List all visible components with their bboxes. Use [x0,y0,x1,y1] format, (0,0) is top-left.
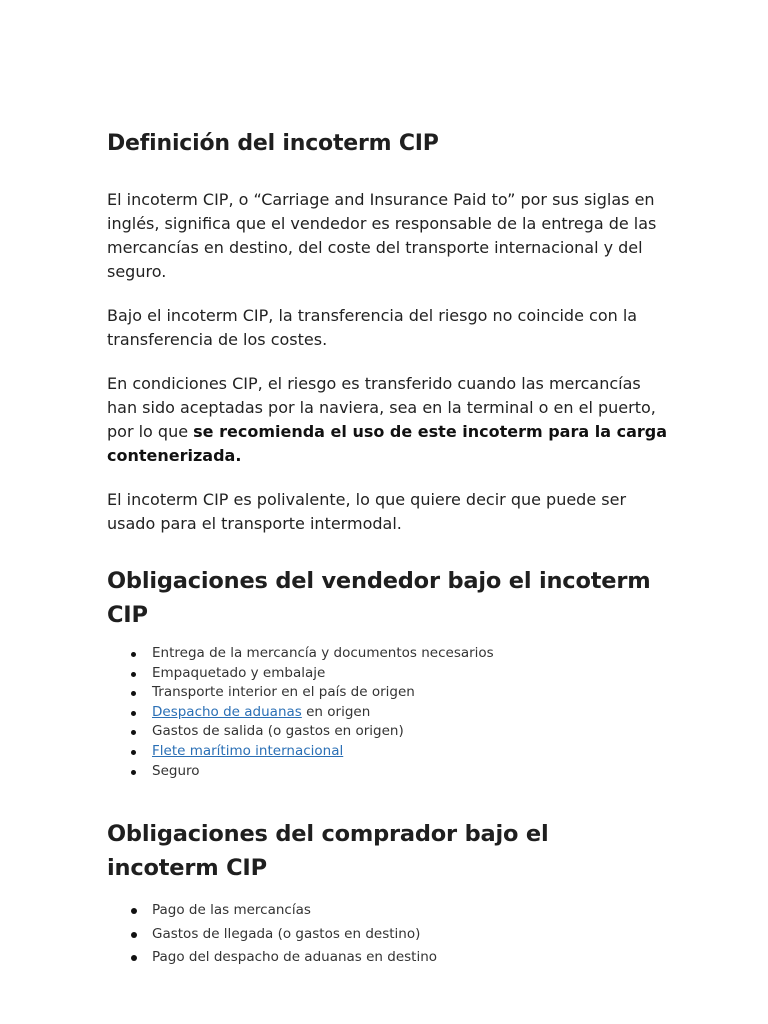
list-item-text: Gastos de salida (o gastos en origen) [152,723,404,740]
list-item-text: Gastos de llegada (o gastos en destino) [152,925,421,942]
seller-obligations-heading: Obligaciones del vendedor bajo el incoterm CIP [107,568,651,628]
paragraph-3-bold: se recomienda el uso de este incoterm para la carga contenerizada. [107,422,668,465]
buyer-obligations-heading: Obligaciones del comprador bajo el incoterm CIP [107,821,549,882]
buyer-obligations-list [107,899,667,970]
list-item [107,946,667,970]
paragraph-3-text: En condiciones CIP, el riesgo es transferido cuando las mercancías han sido aceptadas por la naviera, sea en la terminal o en el puerto, por lo que [107,374,656,441]
customs-clearance-link[interactable]: Despacho de aduanas [152,703,302,720]
list-item-text: Seguro [152,762,200,779]
seller-obligations-list [107,644,667,781]
list-item-text: Empaquetado y embalaje [152,664,326,681]
list-item [107,742,667,762]
definition-paragraph-4: El incoterm CIP es polivalente, lo que quiere decir que puede ser usado para el transporte intermodal. [107,490,627,533]
article-content [107,128,667,970]
list-item-text: Pago del despacho de aduanas en destino [152,949,438,966]
bullet-icon [131,711,136,716]
list-item [107,664,667,684]
list-item-text: Entrega de la mercancía y documentos necesarios [152,645,494,661]
definition-paragraph-1: El incoterm CIP, o “Carriage and Insurance Paid to” por sus siglas en inglés, significa que el vendedor es responsable de la entrega de las mercancías en destino, del coste del transporte internacional y del seguro. [107,190,657,281]
bullet-icon [131,908,137,914]
list-item [107,644,667,664]
list-item [107,703,667,723]
bullet-icon [131,672,136,677]
bullet-icon [131,955,137,961]
list-item-text: en origen [301,703,371,720]
list-item-text: Pago de las mercancías [152,902,311,919]
definition-paragraph-3 [107,372,667,468]
list-item [107,683,667,703]
bullet-icon [131,691,136,696]
list-item-text: Transporte interior en el país de origen [152,684,415,701]
international-freight-link[interactable]: Flete marítimo internacional [152,742,344,759]
bullet-icon [131,730,136,735]
list-item [107,899,667,923]
bullet-icon [131,770,136,775]
bullet-icon [131,932,137,938]
bullet-icon [131,750,136,755]
list-item [107,722,667,742]
definition-heading: Definición del incoterm CIP [107,131,439,156]
definition-paragraph-2: Bajo el incoterm CIP, la transferencia del riesgo no coincide con la transferencia de los costes. [107,306,638,349]
list-item [107,923,667,947]
bullet-icon [131,652,136,657]
list-item [107,762,667,782]
